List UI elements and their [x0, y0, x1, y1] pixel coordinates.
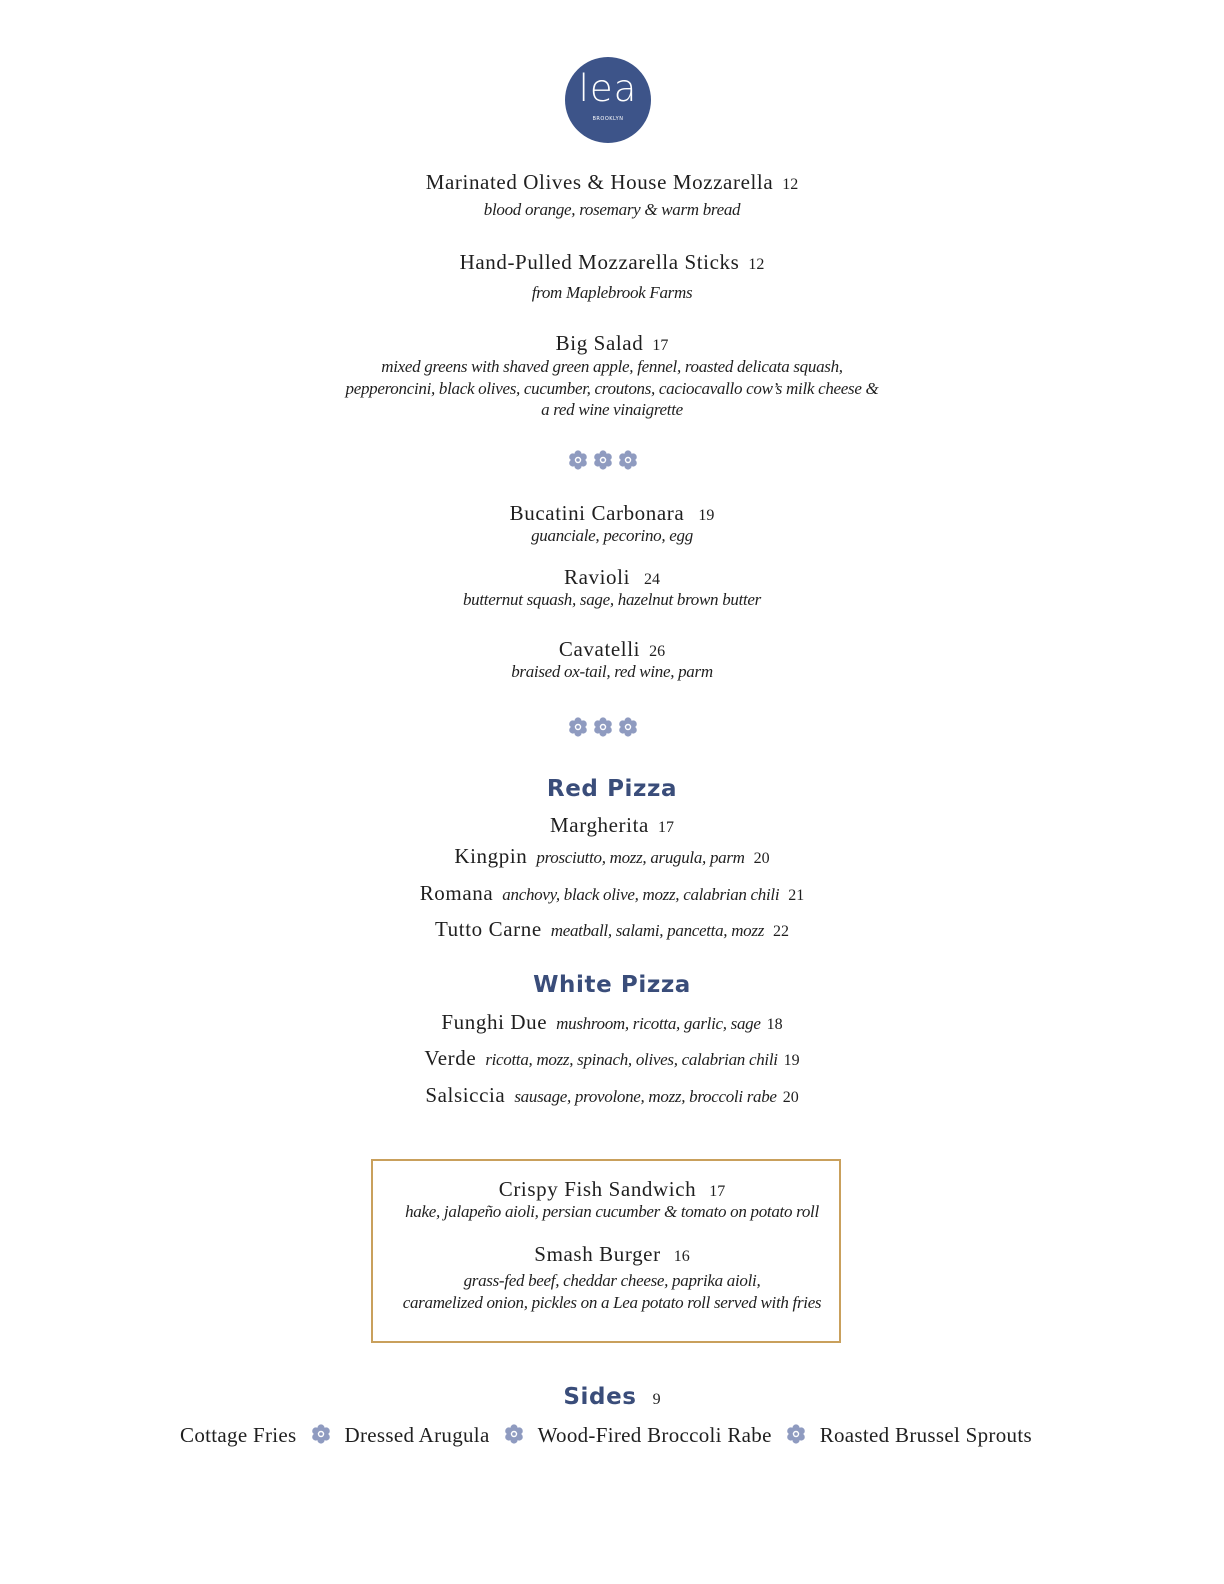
- item-name: Cavatelli: [558, 637, 641, 661]
- item-name: Hand-Pulled Mozzarella Sticks: [459, 250, 740, 274]
- item-name: Romana: [419, 881, 494, 905]
- side-item: Cottage Fries: [180, 1423, 297, 1447]
- menu-item: [0, 844, 1224, 869]
- item-description: hake, jalapeño aioli, persian cucumber & tomato on potato roll: [405, 1202, 819, 1221]
- item-name: Salsiccia: [425, 1083, 506, 1107]
- item-name: Kingpin: [454, 844, 528, 868]
- menu-item: [0, 1010, 1224, 1035]
- item-price: 22: [773, 923, 790, 940]
- flower-icon: [569, 717, 587, 736]
- item-description: anchovy, black olive, mozz, calabrian chili: [502, 885, 780, 904]
- section-heading-sides: Sides: [563, 1384, 637, 1410]
- item-price: 21: [788, 887, 805, 904]
- section-heading-red-pizza: Red Pizza: [546, 776, 678, 802]
- item-description: from Maplebrook Farms: [531, 283, 693, 302]
- item-price: 17: [709, 1183, 726, 1200]
- item-price: 20: [782, 1089, 799, 1106]
- flower-icon: [785, 1423, 807, 1445]
- sides-list: [0, 1423, 1218, 1448]
- item-description: braised ox-tail, red wine, parm: [511, 662, 713, 681]
- logo-word: lea: [578, 67, 638, 110]
- item-description: prosciutto, mozz, arugula, parm: [536, 848, 745, 867]
- item-name: Funghi Due: [441, 1010, 548, 1034]
- item-price: 19: [698, 507, 715, 524]
- flower-icon: [569, 450, 587, 469]
- restaurant-logo: [565, 57, 651, 143]
- item-price: 17: [657, 819, 674, 836]
- sides-heading-row: [0, 1384, 1224, 1410]
- flower-icon: [503, 1423, 525, 1445]
- logo-subtitle: BROOKLYN: [592, 116, 624, 122]
- item-description: caramelized onion, pickles on a Lea potato roll served with fries: [402, 1293, 822, 1312]
- menu-item: [0, 1046, 1224, 1071]
- item-name: Verde: [424, 1046, 477, 1070]
- item-price: 19: [783, 1052, 800, 1069]
- sides-price: 9: [652, 1391, 661, 1408]
- item-description: grass-fed beef, cheddar cheese, paprika aioli,: [463, 1271, 761, 1290]
- menu-item: [0, 1083, 1224, 1108]
- flower-icon: [310, 1423, 332, 1445]
- item-description: ricotta, mozz, spinach, olives, calabrian chili: [485, 1050, 778, 1069]
- menu-item: [0, 331, 1224, 356]
- menu-item: [0, 250, 1224, 275]
- menu-item: [0, 1177, 1224, 1202]
- item-description: butternut squash, sage, hazelnut brown butter: [462, 590, 761, 609]
- menu-item: [0, 917, 1224, 942]
- item-description: mushroom, ricotta, garlic, sage: [556, 1014, 761, 1033]
- item-price: 12: [748, 256, 765, 273]
- menu-item: [0, 637, 1224, 662]
- menu-item: [0, 565, 1224, 590]
- item-name: Marinated Olives & House Mozzarella: [425, 170, 774, 194]
- item-description: a red wine vinaigrette: [541, 400, 683, 419]
- item-price: 26: [649, 643, 666, 660]
- item-name: Crispy Fish Sandwich: [498, 1177, 697, 1201]
- item-price: 17: [652, 337, 669, 354]
- item-name: Smash Burger: [534, 1242, 661, 1266]
- item-name: Tutto Carne: [434, 917, 542, 941]
- item-price: 20: [753, 850, 770, 867]
- menu-item: [0, 813, 1224, 838]
- section-heading-white-pizza: White Pizza: [533, 972, 691, 998]
- flower-divider: [566, 449, 642, 471]
- side-item: Roasted Brussel Sprouts: [819, 1423, 1032, 1447]
- flower-icon: [619, 450, 637, 469]
- item-price: 18: [766, 1016, 783, 1033]
- flower-icon: [594, 717, 612, 736]
- item-description: sausage, provolone, mozz, broccoli rabe: [514, 1087, 777, 1106]
- side-item: Wood-Fired Broccoli Rabe: [537, 1423, 772, 1447]
- flower-divider: [566, 716, 642, 738]
- item-price: 24: [644, 571, 661, 588]
- menu-item: [0, 1242, 1224, 1267]
- item-description: blood orange, rosemary & warm bread: [483, 200, 741, 219]
- item-price: 16: [673, 1248, 690, 1265]
- menu-item: [0, 881, 1224, 906]
- flower-icon: [594, 450, 612, 469]
- item-description: meatball, salami, pancetta, mozz: [550, 921, 765, 940]
- item-name: Margherita: [550, 813, 649, 837]
- item-name: Bucatini Carbonara: [509, 501, 685, 525]
- menu-item: [0, 501, 1224, 526]
- item-description: mixed greens with shaved green apple, fennel, roasted delicata squash,: [381, 357, 843, 376]
- item-name: Big Salad: [555, 331, 644, 355]
- menu-item: [0, 170, 1224, 195]
- item-description: pepperoncini, black olives, cucumber, croutons, caciocavallo cow’s milk cheese &: [345, 378, 879, 398]
- item-description: guanciale, pecorino, egg: [531, 526, 693, 545]
- side-item: Dressed Arugula: [344, 1423, 490, 1447]
- item-name: Ravioli: [563, 565, 631, 589]
- flower-icon: [619, 717, 637, 736]
- item-price: 12: [782, 176, 799, 193]
